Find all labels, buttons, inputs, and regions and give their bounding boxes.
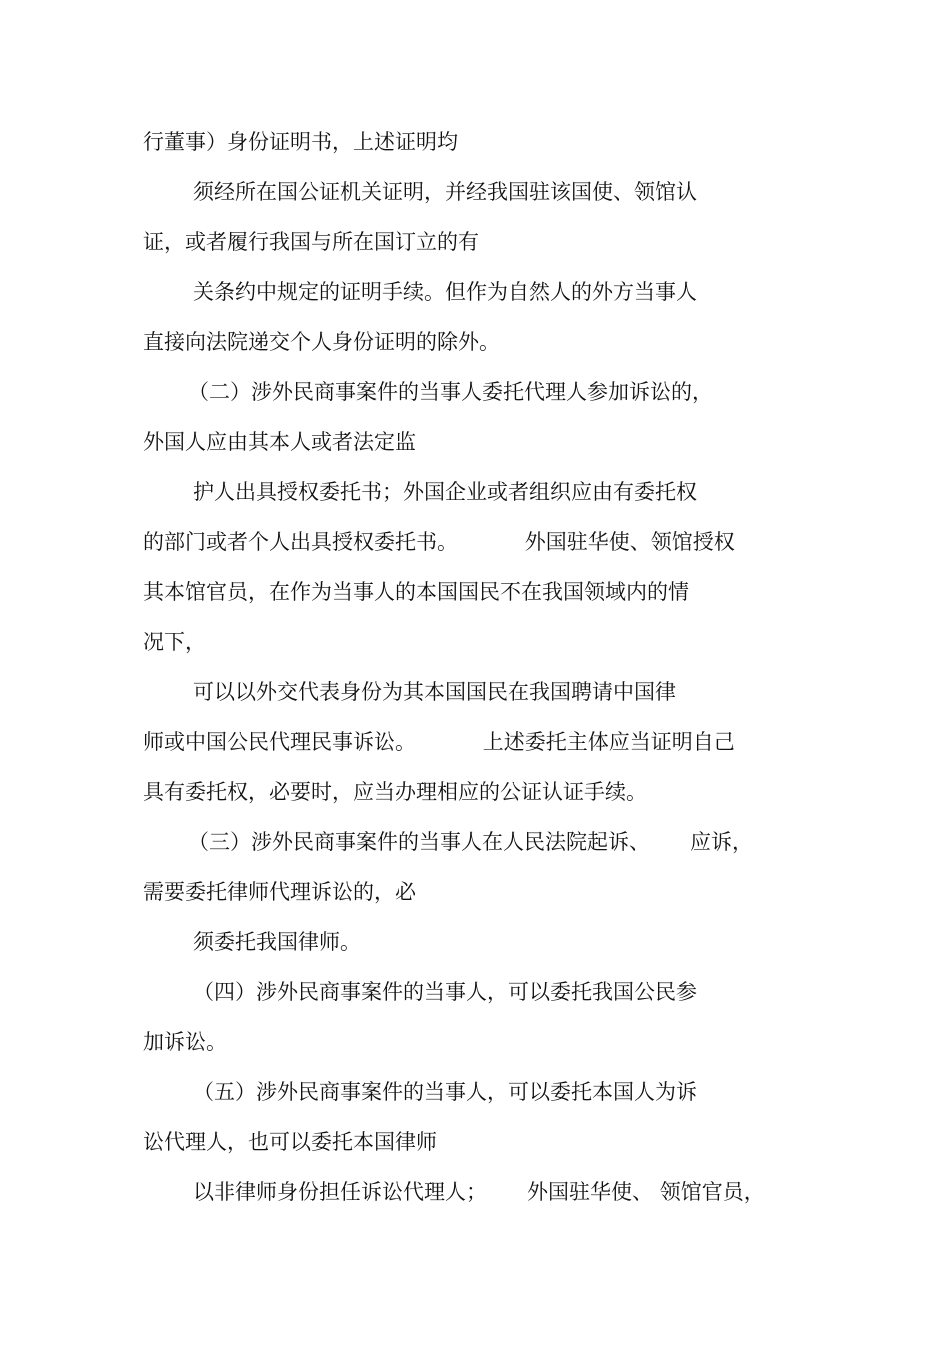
- text-line: 讼代理人，也可以委托本国律师: [143, 1130, 437, 1154]
- text-line: （五）涉外民商事案件的当事人，可以委托本国人为诉: [193, 1080, 697, 1104]
- text-line: 加诉讼。: [143, 1030, 227, 1054]
- text-line: 直接向法院递交个人身份证明的除外。: [143, 330, 500, 354]
- text-line: 以非律师身份担任诉讼代理人； 外国驻华使、 领馆官员，: [193, 1180, 765, 1204]
- text-line: （二）涉外民商事案件的当事人委托代理人参加诉讼的，: [188, 380, 713, 404]
- text-line: 证，或者履行我国与所在国订立的有: [143, 230, 479, 254]
- text-line: （四）涉外民商事案件的当事人，可以委托我国公民参: [193, 980, 697, 1004]
- text-line: 须经所在国公证机关证明，并经我国驻该国使、领馆认: [193, 180, 697, 204]
- text-line: （三）涉外民商事案件的当事人在人民法院起诉、 应诉，: [188, 830, 754, 854]
- text-line: 具有委托权，必要时，应当办理相应的公证认证手续。: [143, 780, 647, 804]
- text-line: 外国人应由其本人或者法定监: [143, 430, 416, 454]
- text-line: 需要委托律师代理诉讼的，必: [143, 880, 416, 904]
- text-line: 护人出具授权委托书；外国企业或者组织应由有委托权: [193, 480, 697, 504]
- text-line: 其本馆官员，在作为当事人的本国国民不在我国领域内的情: [143, 580, 689, 604]
- text-line: 可以以外交代表身份为其本国国民在我国聘请中国律: [193, 680, 676, 704]
- text-line: 的部门或者个人出具授权委托书。 外国驻华使、领馆授权: [143, 530, 735, 554]
- text-line: 师或中国公民代理民事诉讼。 上述委托主体应当证明自己: [143, 730, 735, 754]
- text-line: 关条约中规定的证明手续。但作为自然人的外方当事人: [193, 280, 697, 304]
- text-line: 须委托我国律师。: [193, 930, 361, 954]
- text-line: 行董事）身份证明书，上述证明均: [143, 130, 458, 154]
- text-line: 况下，: [143, 630, 206, 654]
